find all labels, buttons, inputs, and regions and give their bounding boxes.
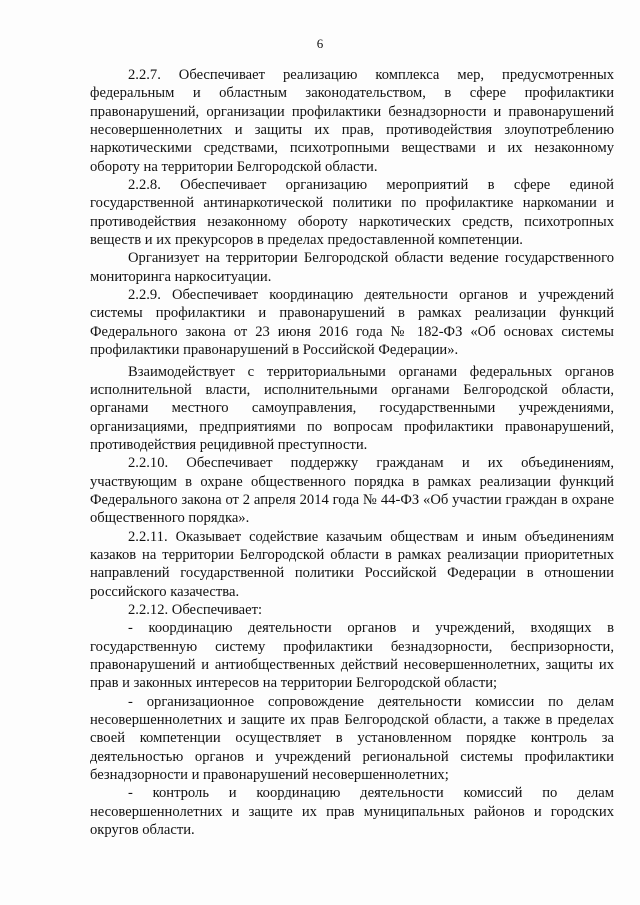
list-item-control: - контроль и координацию деятельности комиссий по делам несовершеннолетних и защите их прав муниципальных районов и городских округов области. xyxy=(90,785,614,839)
paragraph-monitoring: Организует на территории Белгородской области ведение государственного мониторинга наркоситуации. xyxy=(90,250,614,285)
page-number: 6 xyxy=(316,36,324,51)
paragraph-2-2-10: 2.2.10. Обеспечивает поддержку гражданам и их объединениям, участвующим в охране общественного порядка в рамках реализации функций Федерального закона от 2 апреля 2014 года № 44-ФЗ «Об участии граждан в охране общественного порядка». xyxy=(90,455,614,527)
paragraph-2-2-8: 2.2.8. Обеспечивает организацию мероприятий в сфере единой государственной антинаркотической политики по профилактике наркомании и противодействия незаконному обороту наркотических средств, психотропных веществ и их прекурсоров в пределах предоставленной компетенции. xyxy=(90,177,614,249)
document-body xyxy=(90,66,614,839)
paragraph-2-2-12: 2.2.12. Обеспечивает: xyxy=(128,601,263,618)
list-item-coordination: - координацию деятельности органов и учреждений, входящих в государственную систему профилактики безнадзорности, беспризорности, правонарушений и антиобщественных действий несовершеннолетних, защиты их прав и законных интересов на территории Белгородской области; xyxy=(90,620,614,692)
paragraph-2-2-11: 2.2.11. Оказывает содействие казачьим обществам и иным объединениям казаков на территории Белгородской области в рамках реализации приоритетных направлений государственной политики Российской Федерации в отношении российского казачества. xyxy=(90,528,614,600)
list-item-organizational-support: - организационное сопровождение деятельности комиссии по делам несовершеннолетних и защите их прав Белгородской области, а также в пределах своей компетенции осуществляет в установленном порядке контроль за деятельностью органов и учреждений региональной системы профилактики безнадзорности и правонарушений несовершеннолетних; xyxy=(90,693,614,784)
paragraph-interaction: Взаимодействует с территориальными органами федеральных органов исполнительной власти, исполнительными органами Белгородской области, органами местного самоуправления, государственными учреждениями, организациями, предприятиями по вопросам профилактики правонарушений, противодействия рецидивной преступности. xyxy=(90,363,614,453)
paragraph-2-2-9: 2.2.9. Обеспечивает координацию деятельности органов и учреждений системы профилактики и правонарушений в рамках реализации функций Федерального закона от 23 июня 2016 года № 182-ФЗ «Об основах системы профилактики правонарушений в Российской Федерации». xyxy=(90,287,614,359)
paragraph-2-2-7: 2.2.7. Обеспечивает реализацию комплекса мер, предусмотренных федеральным и областным законодательством, в сфере профилактики правонарушений, организации профилактики безнадзорности и правонарушений несовершеннолетних и защиты их прав, противодействия злоупотреблению наркотическими средствами, психотропными веществами и их незаконному обороту на территории Белгородской области. xyxy=(90,67,614,175)
